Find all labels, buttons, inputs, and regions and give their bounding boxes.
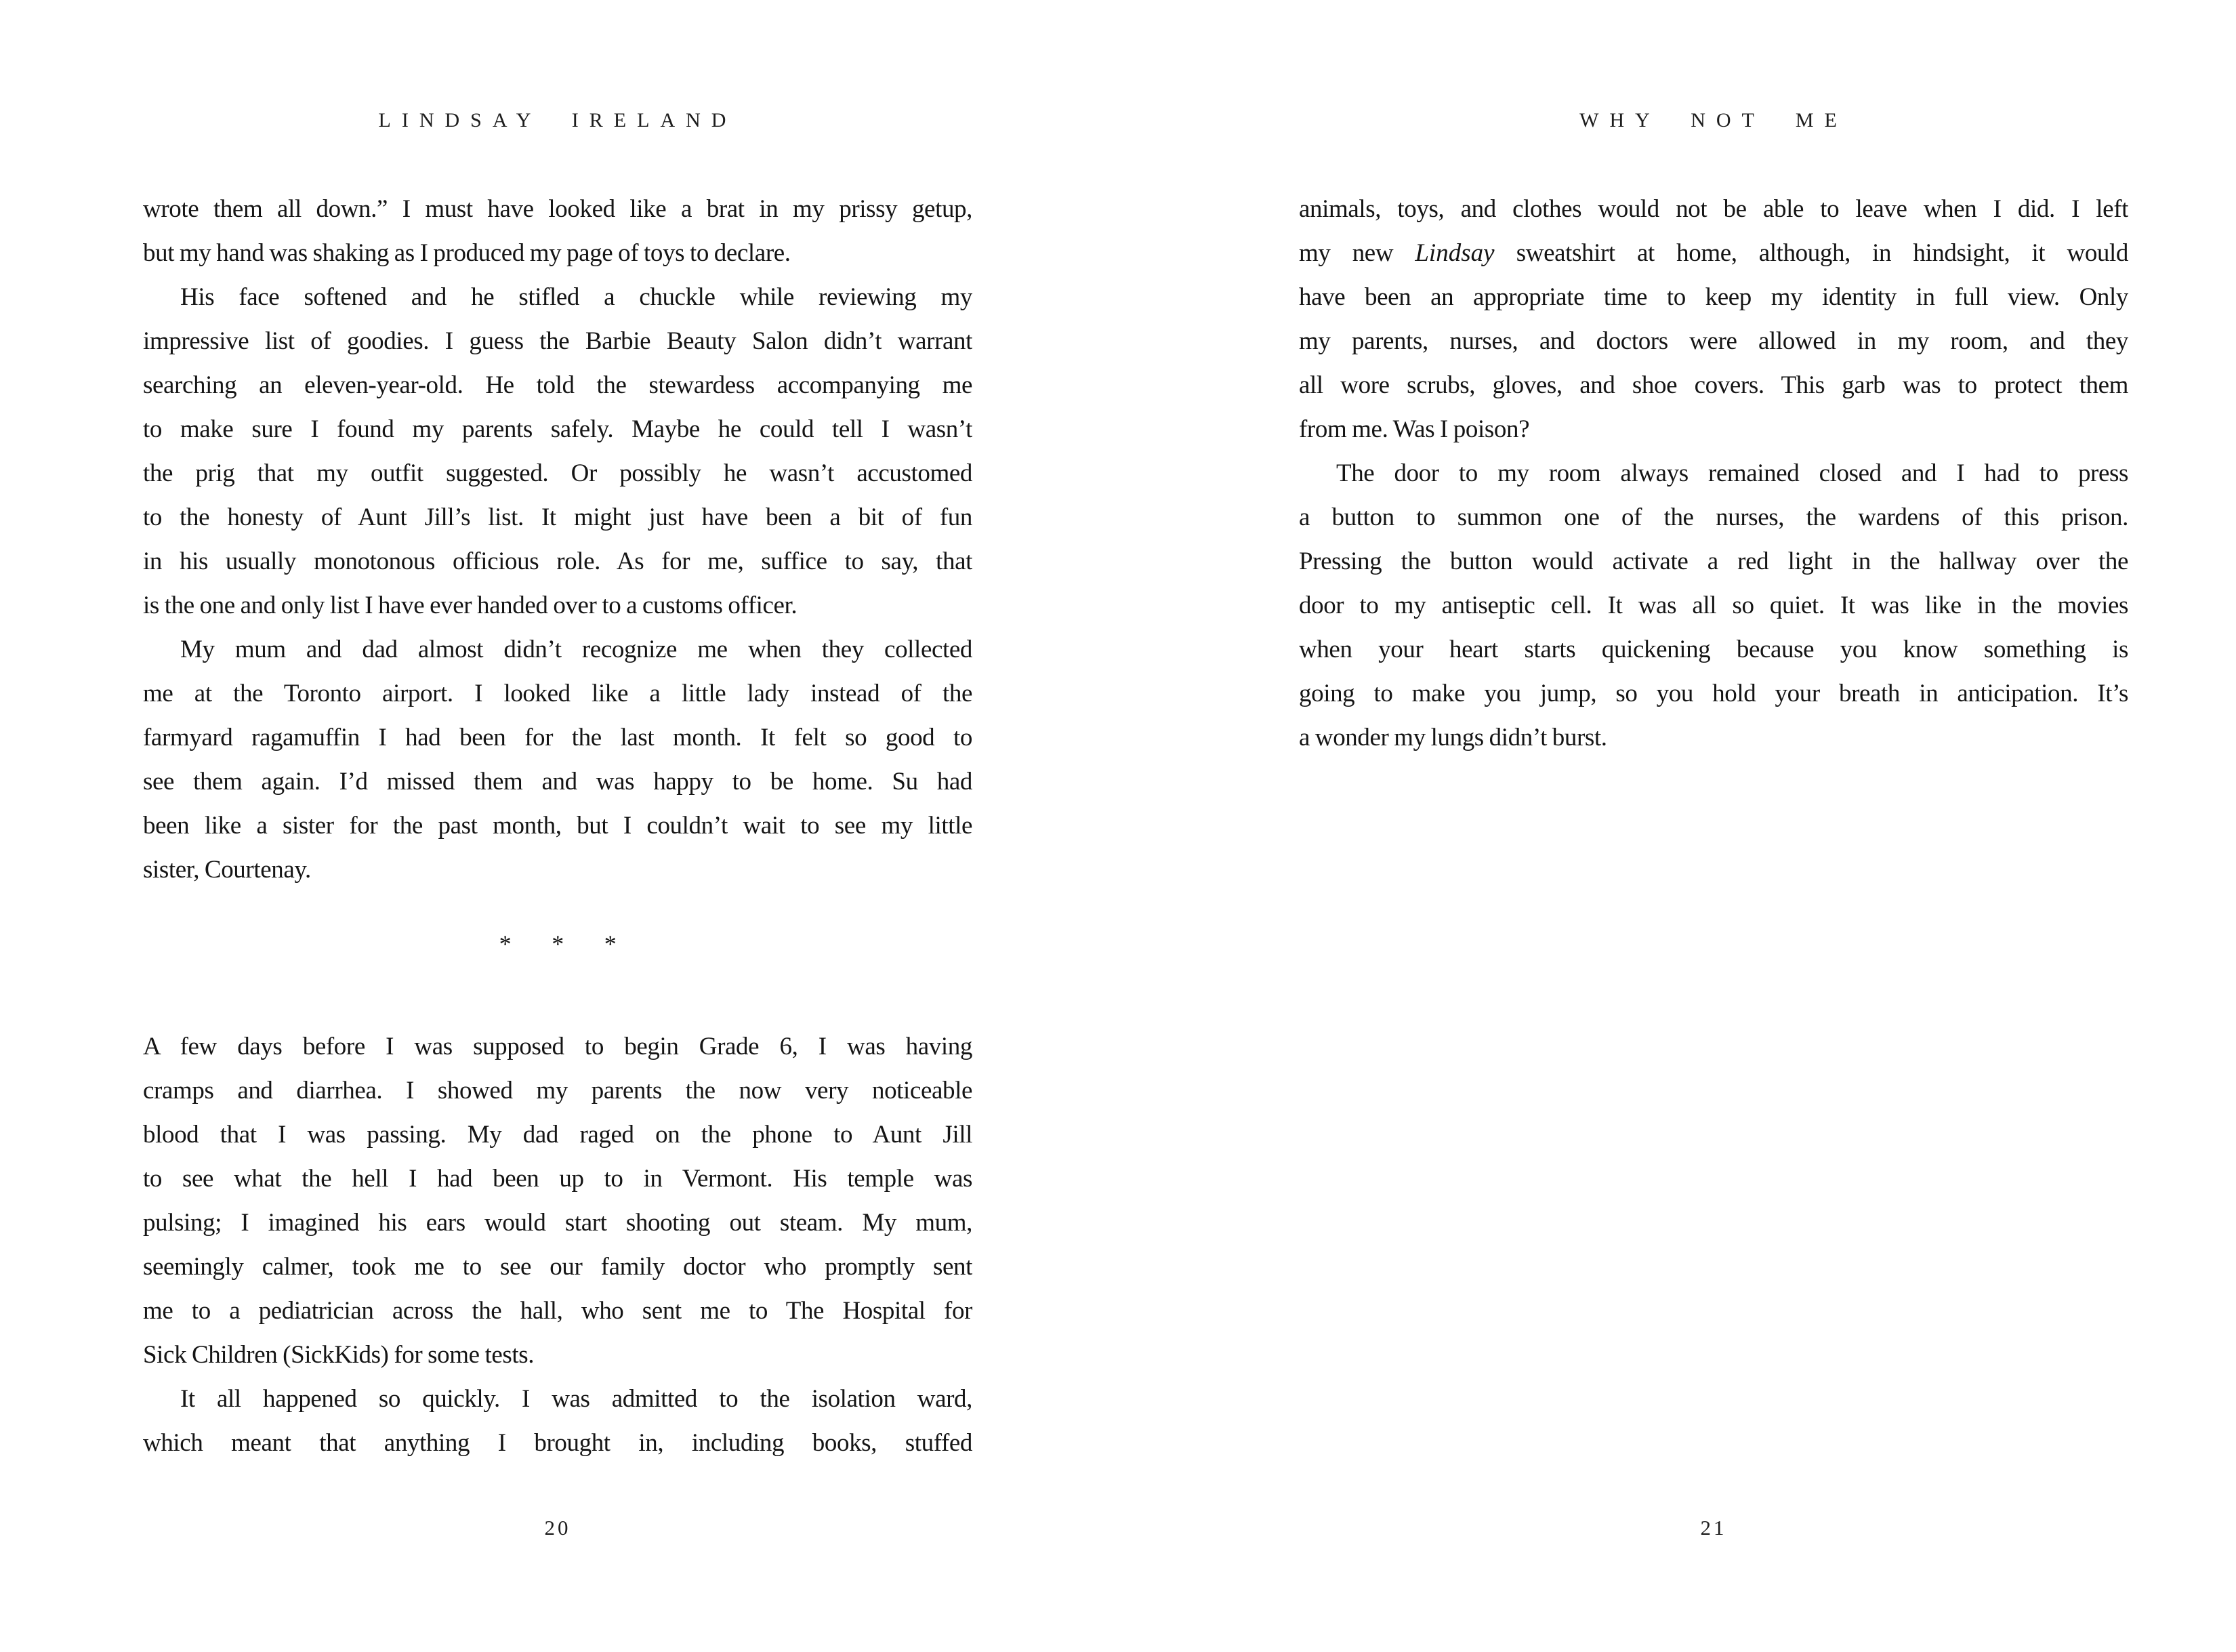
text-line: been like a sister for the past month, but I couldn’t wait to see my little [143, 812, 972, 840]
text-line: My mum and dad almost didn’t recognize me when they collected [180, 636, 972, 663]
text-line: my parents, nurses, and doctors were allowed in my room, and they [1299, 327, 2128, 355]
paragraph [143, 187, 972, 275]
text-line: animals, toys, and clothes would not be able to leave when I did. I left [1299, 195, 2128, 223]
text-line: from me. Was I poison? [1299, 415, 1530, 443]
text-line: searching an eleven-year-old. He told the stewardess accompanying me [143, 371, 972, 399]
text-line: all wore scrubs, gloves, and shoe covers. This garb was to protect them [1299, 371, 2128, 399]
text-line: A few days before I was supposed to begin Grade 6, I was having [143, 1033, 972, 1060]
text-line: cramps and diarrhea. I showed my parents the now very noticeable [143, 1077, 972, 1104]
text-line: going to make you jump, so you hold your breath in anticipation. It’s [1299, 680, 2128, 707]
text-line: me at the Toronto airport. I looked like a little lady instead of the [143, 680, 972, 707]
text-line: pulsing; I imagined his ears would start shooting out steam. My mum, [143, 1209, 972, 1237]
text-line: Sick Children (SickKids) for some tests. [143, 1341, 535, 1369]
text-line: farmyard ragamuffin I had been for the last month. It felt so good to [143, 724, 972, 751]
text-line: sister, Courtenay. [143, 856, 311, 884]
asterisk-glyph: * [604, 930, 617, 957]
text-line: which meant that anything I brought in, including books, stuffed [143, 1429, 972, 1457]
running-header-author: LINDSAY IRELAND [378, 109, 737, 131]
text-line: to make sure I found my parents safely. Maybe he could tell I wasn’t [143, 415, 972, 443]
page-number: 21 [1700, 1516, 1727, 1540]
right-page-body [1299, 187, 2128, 760]
text-line: in his usually monotonous officious role. As for me, suffice to say, that [143, 548, 972, 575]
text-line: seemingly calmer, took me to see our family doctor who promptly sent [143, 1253, 972, 1281]
page-number: 20 [544, 1516, 571, 1540]
left-page-body [143, 187, 972, 1465]
text-line: when your heart starts quickening because you know something is [1299, 636, 2128, 663]
text-line: The door to my room always remained closed and I had to press [1336, 459, 2128, 487]
running-header-title: WHY NOT ME [1579, 109, 1848, 131]
paragraph [1299, 451, 2128, 760]
text-line: Pressing the button would activate a red light in the hallway over the [1299, 548, 2128, 575]
text-line: is the one and only list I have ever handed over to a customs officer. [143, 592, 798, 619]
text-line: a wonder my lungs didn’t burst. [1299, 724, 1607, 751]
paragraph [1299, 187, 2128, 451]
text-line: the prig that my outfit suggested. Or possibly he wasn’t accustomed [143, 459, 972, 487]
text-line: wrote them all down.” I must have looked like a brat in my prissy getup, [143, 195, 972, 223]
paragraph [143, 627, 972, 892]
paragraph [143, 1377, 972, 1465]
right-page [1299, 0, 2128, 1652]
paragraph [143, 1025, 972, 1377]
text-line: to see what the hell I had been up to in Vermont. His temple was [143, 1165, 972, 1193]
text-line: my new Lindsay sweatshirt at home, although, in hindsight, it would [1299, 239, 2128, 267]
section-break [143, 922, 972, 966]
text-line: door to my antiseptic cell. It was all so quiet. It was like in the movies [1299, 592, 2128, 619]
text-line: It all happened so quickly. I was admitted to the isolation ward, [180, 1385, 972, 1413]
text-line: see them again. I’d missed them and was happy to be home. Su had [143, 768, 972, 796]
text-line: to the honesty of Aunt Jill’s list. It might just have been a bit of fun [143, 503, 972, 531]
text-line: a button to summon one of the nurses, the wardens of this prison. [1299, 503, 2128, 531]
text-line: impressive list of goodies. I guess the Barbie Beauty Salon didn’t warrant [143, 327, 972, 355]
text-line: blood that I was passing. My dad raged on the phone to Aunt Jill [143, 1121, 972, 1149]
text-line: His face softened and he stifled a chuckle while reviewing my [180, 283, 972, 311]
asterisk-glyph: * [552, 930, 564, 957]
text-line: have been an appropriate time to keep my identity in full view. Only [1299, 283, 2128, 311]
left-page [143, 0, 972, 1652]
paragraph [143, 275, 972, 627]
asterisk-glyph: * [499, 930, 512, 957]
text-line: but my hand was shaking as I produced my page of toys to declare. [143, 239, 791, 267]
text-line: me to a pediatrician across the hall, who sent me to The Hospital for [143, 1297, 972, 1325]
